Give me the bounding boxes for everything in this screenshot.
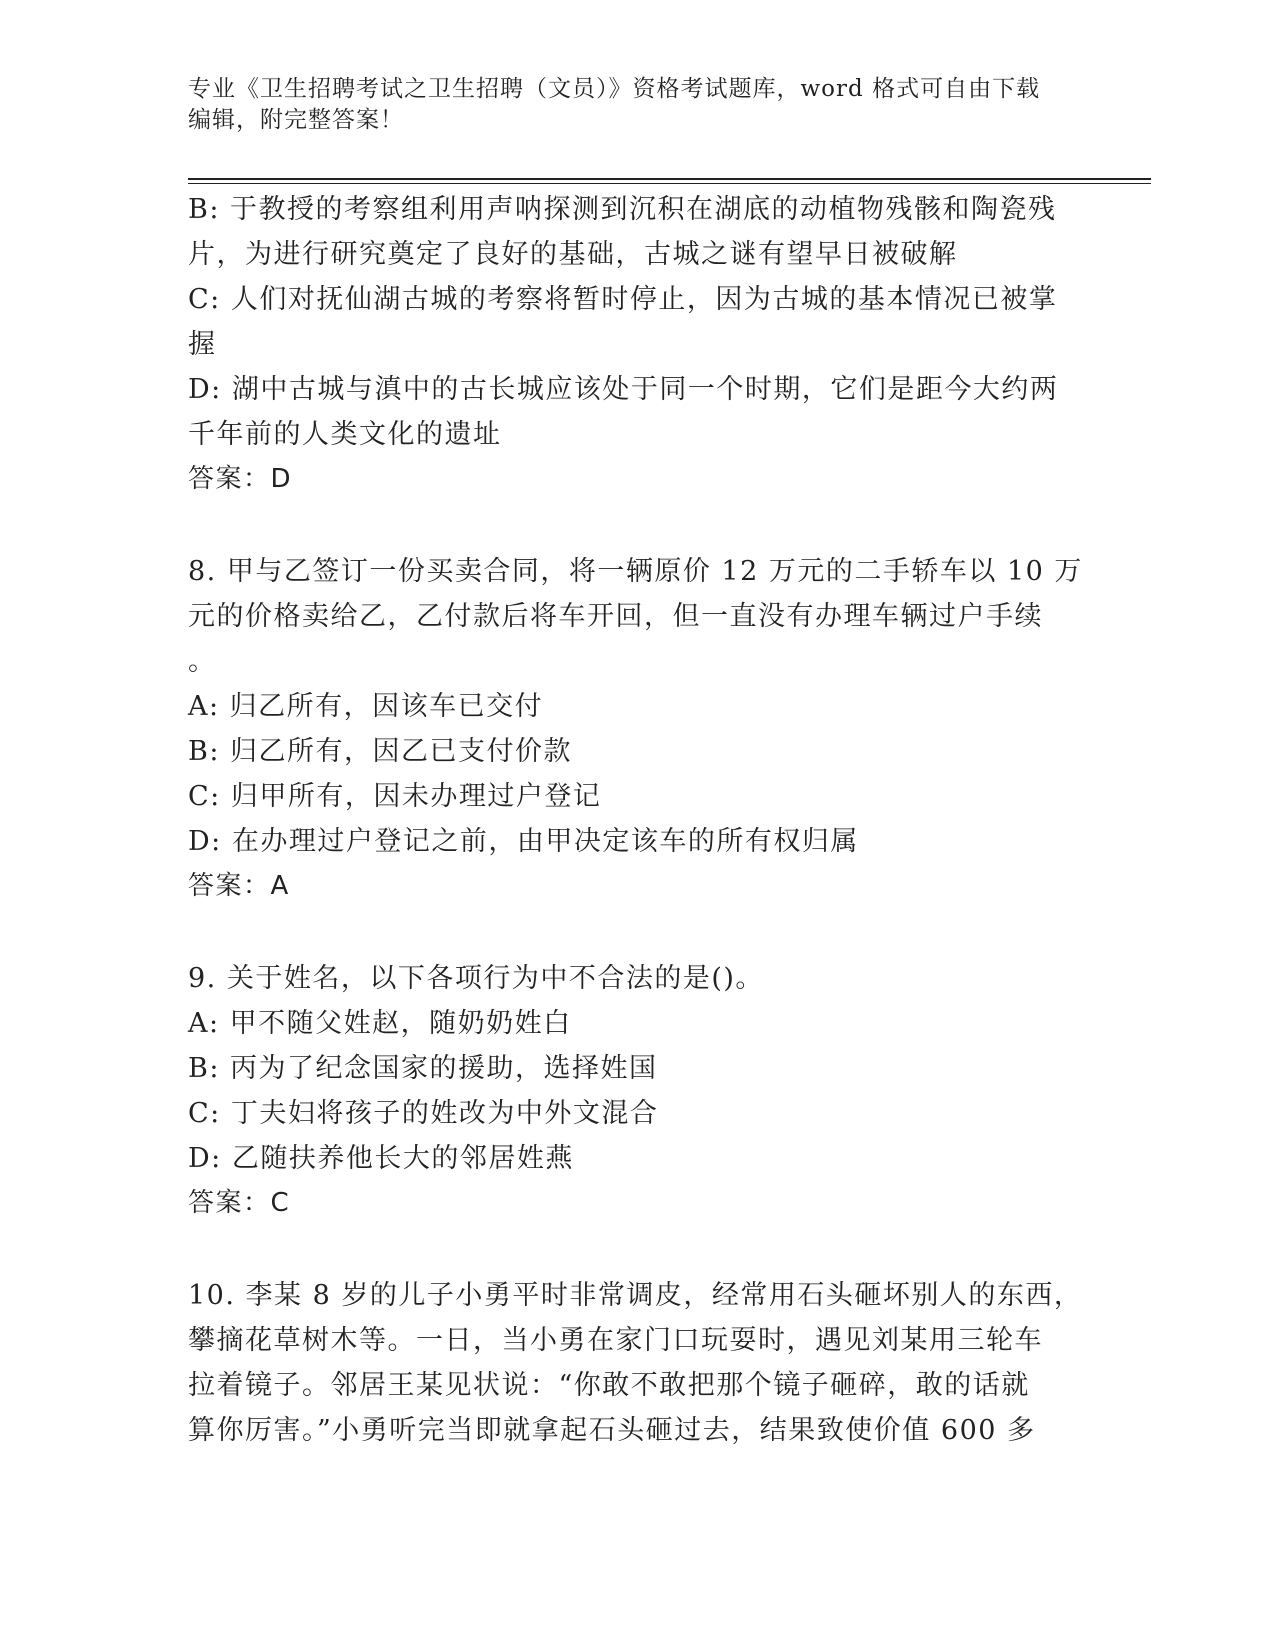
question-7: [188, 187, 1083, 502]
spacer: [188, 1226, 1083, 1273]
option-d-line-1: D: 湖中古城与滇中的古长城应该处于同一个时期，它们是距今大约两: [188, 374, 1059, 405]
option-d-line-2: 千年前的人类文化的遗址: [188, 419, 502, 450]
option-c-line-2: 握: [188, 329, 217, 360]
header-line-1: 专业《卫生招聘考试之卫生招聘（文员）》资格考试题库，word 格式可自由下载: [188, 76, 1041, 102]
answer: 答案：D: [188, 464, 293, 494]
question-stem-line-2: 元的价格卖给乙，乙付款后将车开回，但一直没有办理车辆过户手续: [188, 601, 1043, 632]
option-d: D: 在办理过户登记之前，由甲决定该车的所有权归属: [188, 826, 859, 857]
option-a: A: 甲不随父姓赵，随奶奶姓白: [188, 1008, 572, 1039]
question-stem-line-2: 攀摘花草树木等。一日，当小勇在家门口玩耍时，遇见刘某用三轮车: [188, 1325, 1043, 1356]
option-c-line-1: C: 人们对抚仙湖古城的考察将暂时停止，因为古城的基本情况已被掌: [188, 284, 1058, 315]
option-b: B: 归乙所有，因乙已支付价款: [188, 736, 573, 767]
spacer: [188, 502, 1083, 549]
option-c: C: 丁夫妇将孩子的姓改为中外文混合: [188, 1098, 659, 1129]
option-b-line-1: B: 于教授的考察组利用声呐探测到沉积在湖底的动植物残骸和陶瓷残: [188, 194, 1057, 225]
header-divider-thin: [188, 183, 1151, 184]
question-8: [188, 549, 1083, 909]
option-b-line-2: 片，为进行研究奠定了良好的基础，古城之谜有望早日被破解: [188, 239, 958, 270]
option-d: D: 乙随扶养他长大的邻居姓燕: [188, 1143, 574, 1174]
option-b: B: 丙为了纪念国家的援助，选择姓国: [188, 1053, 658, 1084]
question-stem-line-3: 。: [188, 646, 217, 677]
question-stem-line-1: 10. 李某 8 岁的儿子小勇平时非常调皮，经常用石头砸坏别人的东西，: [188, 1280, 1083, 1311]
question-stem-line-3: 拉着镜子。邻居王某见状说：“你敢不敢把那个镜子砸碎，敢的话就: [188, 1370, 1030, 1401]
header-line-2: 编辑，附完整答案！: [188, 107, 404, 133]
option-a: A: 归乙所有，因该车已交付: [188, 691, 544, 722]
question-stem: 9. 关于姓名，以下各项行为中不合法的是()。: [188, 963, 764, 994]
answer: 答案：C: [188, 1188, 291, 1218]
question-9: [188, 956, 1083, 1226]
question-stem-line-1: 8. 甲与乙签订一份买卖合同，将一辆原价 12 万元的二手轿车以 10 万: [188, 556, 1083, 587]
option-c: C: 归甲所有，因未办理过户登记: [188, 781, 602, 812]
question-stem-line-4: 算你厉害。”小勇听完当即就拿起石头砸过去，结果致使价值 600 多: [188, 1415, 1036, 1446]
document-body: [188, 187, 1083, 1453]
spacer: [188, 909, 1083, 956]
header-divider: [188, 178, 1151, 180]
document-header: [188, 74, 1068, 136]
question-10: [188, 1273, 1083, 1453]
answer: 答案：A: [188, 871, 290, 901]
